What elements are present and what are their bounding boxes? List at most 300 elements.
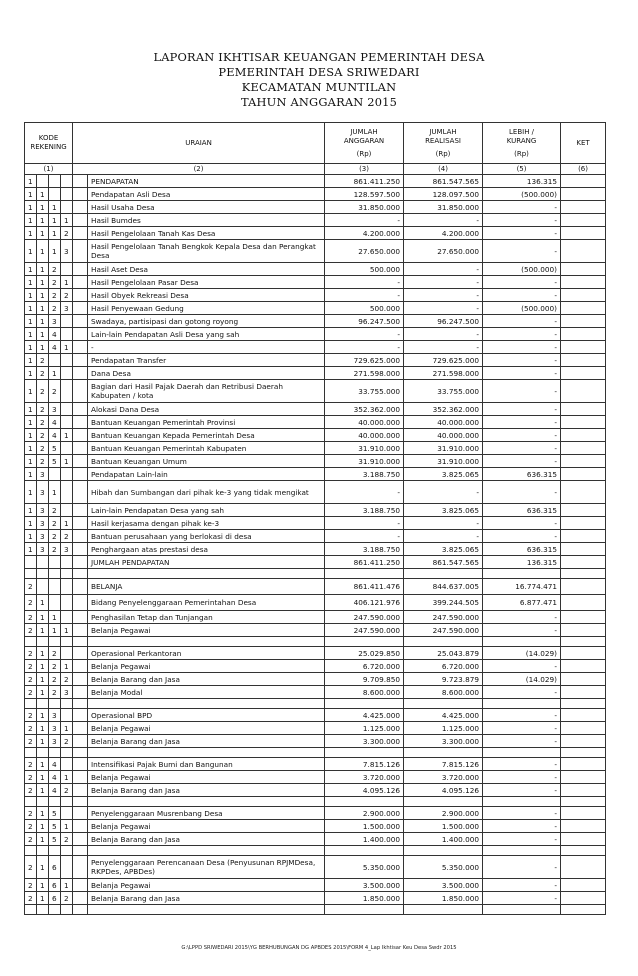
kode-cell: 1 [25, 530, 37, 543]
table-row [25, 735, 606, 748]
kode-cell [49, 468, 61, 481]
empty-cell [61, 748, 73, 758]
empty-cell [37, 569, 49, 579]
anggaran-cell: 3.300.000 [325, 735, 404, 748]
col-num-2: (2) [73, 164, 325, 175]
table-row [25, 660, 606, 673]
spacer-cell [73, 302, 88, 315]
empty-cell [404, 748, 483, 758]
kode-cell [61, 263, 73, 276]
empty-cell [49, 569, 61, 579]
uraian-cell: Bantuan Keuangan Kepada Pemerintah Desa [88, 429, 325, 442]
realisasi-cell: 128.097.500 [404, 188, 483, 201]
realisasi-cell: - [404, 530, 483, 543]
kode-cell [61, 416, 73, 429]
empty-cell [325, 637, 404, 647]
anggaran-cell: 31.850.000 [325, 201, 404, 214]
empty-cell [61, 797, 73, 807]
kode-cell: 2 [25, 784, 37, 797]
kode-cell: 1 [49, 367, 61, 380]
anggaran-cell: 1.500.000 [325, 820, 404, 833]
kode-cell: 1 [37, 276, 49, 289]
kode-cell: 2 [25, 771, 37, 784]
title-line-2: PEMERINTAH DESA SRIWEDARI [218, 65, 420, 79]
kode-cell: 1 [61, 455, 73, 468]
lebih-kurang-cell: (500.000) [483, 263, 561, 276]
kode-cell: 1 [37, 709, 49, 722]
empty-cell [404, 569, 483, 579]
empty-cell [49, 905, 61, 915]
ket-cell [561, 856, 606, 879]
spacer-cell [73, 481, 88, 504]
anggaran-cell: - [325, 517, 404, 530]
ket-cell [561, 543, 606, 556]
spacer-cell [73, 289, 88, 302]
spacer-row [25, 905, 606, 915]
realisasi-cell: 4.095.126 [404, 784, 483, 797]
uraian-cell: Operasional Perkantoran [88, 647, 325, 660]
realisasi-cell: 5.350.000 [404, 856, 483, 879]
uraian-cell: Hasil Pengelolaan Tanah Bengkok Kepala Desa dan Perangkat Desa [88, 240, 325, 263]
empty-cell [404, 699, 483, 709]
empty-cell [49, 637, 61, 647]
lebih-kurang-cell: 136.315 [483, 556, 561, 569]
anggaran-cell: 9.709.850 [325, 673, 404, 686]
kode-cell: 5 [49, 833, 61, 846]
kode-cell: 4 [49, 758, 61, 771]
kode-cell: 1 [61, 517, 73, 530]
file-path-footer: G:\LPPD SRIWEDARI 2015\YG BERHUBUNGAN DG APBDES 2015\FORM 4_Lap Ikhtisar Keu Desa Swdr 2015 [181, 945, 457, 951]
anggaran-cell: 247.590.000 [325, 611, 404, 624]
empty-cell [37, 797, 49, 807]
col-num-4: (4) [404, 164, 483, 175]
kode-cell: 3 [37, 530, 49, 543]
lebih-kurang-cell: 636.315 [483, 543, 561, 556]
spacer-row [25, 797, 606, 807]
anggaran-cell: 5.350.000 [325, 856, 404, 879]
kode-cell: 2 [49, 647, 61, 660]
ket-cell [561, 442, 606, 455]
anggaran-cell: - [325, 328, 404, 341]
spacer-cell [73, 442, 88, 455]
kode-cell: 4 [49, 341, 61, 354]
kode-cell [61, 367, 73, 380]
lebih-kurang-cell: (500.000) [483, 188, 561, 201]
kode-cell [61, 354, 73, 367]
table-row [25, 579, 606, 595]
kode-cell: 1 [37, 820, 49, 833]
kode-cell: 2 [49, 543, 61, 556]
kode-cell: 3 [61, 240, 73, 263]
ket-cell [561, 892, 606, 905]
realisasi-cell: 33.755.000 [404, 380, 483, 403]
lebih-kurang-cell: (14.029) [483, 673, 561, 686]
realisasi-cell: 7.815.126 [404, 758, 483, 771]
column-number-row [25, 164, 606, 175]
realisasi-cell: 25.043.879 [404, 647, 483, 660]
lebih-kurang-cell: - [483, 709, 561, 722]
table-row [25, 517, 606, 530]
empty-cell [49, 699, 61, 709]
table-row [25, 442, 606, 455]
realisasi-cell: - [404, 263, 483, 276]
empty-cell [61, 569, 73, 579]
realisasi-cell: 1.500.000 [404, 820, 483, 833]
kode-cell: 4 [49, 784, 61, 797]
lebih-kurang-cell: - [483, 227, 561, 240]
table-row [25, 188, 606, 201]
kode-cell: 1 [25, 328, 37, 341]
realisasi-cell: 27.650.000 [404, 240, 483, 263]
header-kode: KODE REKENING [25, 123, 73, 164]
kode-cell: 2 [25, 595, 37, 611]
realisasi-cell: 2.900.000 [404, 807, 483, 820]
ket-cell [561, 328, 606, 341]
kode-cell: 1 [37, 647, 49, 660]
spacer-cell [73, 380, 88, 403]
spacer-cell [73, 758, 88, 771]
anggaran-cell: - [325, 214, 404, 227]
kode-cell [61, 175, 73, 188]
kode-cell: 1 [49, 201, 61, 214]
kode-cell: 2 [49, 276, 61, 289]
empty-cell [25, 905, 37, 915]
table-row [25, 354, 606, 367]
spacer-cell [73, 611, 88, 624]
title-line-4: TAHUN ANGGARAN 2015 [240, 95, 398, 109]
kode-cell: 2 [49, 673, 61, 686]
realisasi-cell: 861.547.565 [404, 556, 483, 569]
anggaran-cell: 40.000.000 [325, 416, 404, 429]
anggaran-cell: 247.590.000 [325, 624, 404, 637]
ket-cell [561, 468, 606, 481]
lebih-kurang-cell: - [483, 341, 561, 354]
uraian-cell: Bidang Penyelenggaraan Pemerintahan Desa [88, 595, 325, 611]
lebih-kurang-cell: - [483, 481, 561, 504]
uraian-cell: Hasil Aset Desa [88, 263, 325, 276]
kode-cell: 2 [25, 807, 37, 820]
kode-cell: 2 [61, 784, 73, 797]
empty-cell [483, 637, 561, 647]
ket-cell [561, 722, 606, 735]
realisasi-cell: - [404, 517, 483, 530]
kode-cell: 2 [37, 380, 49, 403]
ket-cell [561, 354, 606, 367]
kode-cell: 1 [37, 289, 49, 302]
realisasi-cell: 1.400.000 [404, 833, 483, 846]
empty-cell [73, 846, 88, 856]
kode-cell: 1 [37, 660, 49, 673]
anggaran-cell: 27.650.000 [325, 240, 404, 263]
kode-cell: 1 [25, 227, 37, 240]
title-line-3: KECAMATAN MUNTILAN [241, 80, 397, 94]
spacer-cell [73, 429, 88, 442]
spacer-cell [73, 595, 88, 611]
kode-cell [61, 647, 73, 660]
lebih-kurang-cell: - [483, 856, 561, 879]
kode-cell: 3 [49, 709, 61, 722]
empty-cell [325, 905, 404, 915]
table-row [25, 556, 606, 569]
kode-cell: 2 [61, 227, 73, 240]
spacer-cell [73, 315, 88, 328]
kode-cell [49, 556, 61, 569]
spacer-cell [73, 879, 88, 892]
ket-cell [561, 686, 606, 699]
anggaran-cell: 4.200.000 [325, 227, 404, 240]
table-row [25, 455, 606, 468]
kode-cell: 1 [37, 315, 49, 328]
kode-cell [61, 481, 73, 504]
ket-cell [561, 735, 606, 748]
kode-cell: 2 [61, 530, 73, 543]
kode-cell: 2 [49, 530, 61, 543]
kode-cell: 1 [61, 214, 73, 227]
uraian-cell: Belanja Modal [88, 686, 325, 699]
kode-cell: 2 [25, 647, 37, 660]
kode-cell [25, 556, 37, 569]
lebih-kurang-cell: - [483, 517, 561, 530]
kode-cell: 1 [37, 771, 49, 784]
kode-cell: 1 [37, 784, 49, 797]
ket-cell [561, 758, 606, 771]
col-num-1: (1) [25, 164, 73, 175]
anggaran-cell: 729.625.000 [325, 354, 404, 367]
ket-cell [561, 302, 606, 315]
ket-cell [561, 341, 606, 354]
kode-cell [61, 201, 73, 214]
kode-cell: 1 [49, 624, 61, 637]
kode-cell: 1 [37, 201, 49, 214]
kode-cell: 1 [61, 771, 73, 784]
spacer-cell [73, 820, 88, 833]
table-row [25, 611, 606, 624]
table-row [25, 673, 606, 686]
lebih-kurang-cell: - [483, 429, 561, 442]
kode-cell: 1 [25, 289, 37, 302]
uraian-cell: - [88, 341, 325, 354]
table-row [25, 367, 606, 380]
lebih-kurang-cell: - [483, 833, 561, 846]
realisasi-cell: 861.547.565 [404, 175, 483, 188]
lebih-kurang-cell: - [483, 722, 561, 735]
kode-cell: 1 [25, 302, 37, 315]
spacer-row [25, 699, 606, 709]
kode-cell: 3 [49, 722, 61, 735]
kode-cell: 2 [25, 856, 37, 879]
kode-cell: 1 [61, 722, 73, 735]
anggaran-cell: - [325, 530, 404, 543]
anggaran-cell: 31.910.000 [325, 442, 404, 455]
anggaran-cell: 1.850.000 [325, 892, 404, 905]
kode-cell: 1 [49, 481, 61, 504]
ket-cell [561, 879, 606, 892]
lebih-kurang-cell: (500.000) [483, 302, 561, 315]
kode-cell: 3 [61, 686, 73, 699]
kode-cell: 2 [25, 833, 37, 846]
table-row [25, 227, 606, 240]
kode-cell: 4 [49, 328, 61, 341]
table-row [25, 341, 606, 354]
kode-cell: 1 [37, 214, 49, 227]
uraian-cell: Dana Desa [88, 367, 325, 380]
kode-cell: 2 [37, 429, 49, 442]
table-row [25, 481, 606, 504]
empty-cell [404, 846, 483, 856]
spacer-cell [73, 276, 88, 289]
kode-cell: 2 [49, 686, 61, 699]
kode-cell [61, 807, 73, 820]
anggaran-cell: 128.597.500 [325, 188, 404, 201]
uraian-cell: PENDAPATAN [88, 175, 325, 188]
col-num-6: (6) [561, 164, 606, 175]
table-row [25, 879, 606, 892]
ket-cell [561, 175, 606, 188]
ket-cell [561, 429, 606, 442]
realisasi-cell: 3.300.000 [404, 735, 483, 748]
ket-cell [561, 481, 606, 504]
kode-cell: 2 [25, 709, 37, 722]
kode-cell: 1 [49, 227, 61, 240]
lebih-kurang-cell: - [483, 455, 561, 468]
lebih-kurang-cell: - [483, 380, 561, 403]
kode-cell: 1 [37, 611, 49, 624]
spacer-cell [73, 673, 88, 686]
anggaran-cell: 33.755.000 [325, 380, 404, 403]
spacer-cell [73, 771, 88, 784]
empty-cell [404, 905, 483, 915]
realisasi-cell: 4.425.000 [404, 709, 483, 722]
spacer-cell [73, 735, 88, 748]
kode-cell: 1 [49, 611, 61, 624]
realisasi-cell: 729.625.000 [404, 354, 483, 367]
col-num-5: (5) [483, 164, 561, 175]
lebih-kurang-cell: - [483, 315, 561, 328]
kode-cell: 2 [61, 289, 73, 302]
realisasi-cell: 399.244.505 [404, 595, 483, 611]
anggaran-cell: 3.720.000 [325, 771, 404, 784]
uraian-cell: Belanja Barang dan Jasa [88, 892, 325, 905]
anggaran-cell: - [325, 481, 404, 504]
kode-cell: 1 [37, 892, 49, 905]
lebih-kurang-cell: - [483, 201, 561, 214]
kode-cell: 3 [49, 315, 61, 328]
table-row [25, 429, 606, 442]
empty-cell [88, 699, 325, 709]
uraian-cell: Pendapatan Lain-lain [88, 468, 325, 481]
kode-cell: 1 [25, 517, 37, 530]
kode-cell: 2 [25, 611, 37, 624]
empty-cell [25, 699, 37, 709]
empty-cell [483, 569, 561, 579]
header-lebih-label: LEBIH / KURANG [506, 127, 537, 145]
realisasi-cell: 6.720.000 [404, 660, 483, 673]
empty-cell [88, 748, 325, 758]
anggaran-cell: 861.411.476 [325, 579, 404, 595]
empty-cell [73, 699, 88, 709]
kode-cell [61, 611, 73, 624]
report-title [0, 50, 638, 110]
kode-cell: 1 [25, 315, 37, 328]
uraian-cell: Penyelenggaraan Musrenbang Desa [88, 807, 325, 820]
header-realisasi-label: JUMLAH REALISASI [425, 127, 461, 145]
spacer-cell [73, 328, 88, 341]
kode-cell [61, 595, 73, 611]
kode-cell: 6 [49, 892, 61, 905]
realisasi-cell: 3.720.000 [404, 771, 483, 784]
lebih-kurang-cell: - [483, 784, 561, 797]
lebih-kurang-cell: - [483, 354, 561, 367]
ket-cell [561, 188, 606, 201]
empty-cell [561, 846, 606, 856]
kode-cell: 1 [37, 673, 49, 686]
kode-cell: 1 [61, 879, 73, 892]
kode-cell: 1 [61, 276, 73, 289]
realisasi-cell: 31.910.000 [404, 455, 483, 468]
lebih-kurang-cell: - [483, 758, 561, 771]
spacer-cell [73, 660, 88, 673]
ket-cell [561, 380, 606, 403]
ket-cell [561, 709, 606, 722]
kode-cell: 1 [25, 442, 37, 455]
kode-cell: 1 [61, 429, 73, 442]
empty-cell [37, 637, 49, 647]
uraian-cell: Belanja Pegawai [88, 722, 325, 735]
realisasi-cell: 844.637.005 [404, 579, 483, 595]
empty-cell [73, 748, 88, 758]
ket-cell [561, 263, 606, 276]
kode-cell: 1 [25, 175, 37, 188]
empty-cell [88, 846, 325, 856]
kode-cell: 2 [37, 442, 49, 455]
financial-table [24, 122, 606, 915]
ket-cell [561, 673, 606, 686]
spacer-cell [73, 686, 88, 699]
lebih-kurang-cell: - [483, 807, 561, 820]
kode-cell: 1 [37, 227, 49, 240]
kode-cell: 2 [25, 892, 37, 905]
uraian-cell: Hasil Obyek Rekreasi Desa [88, 289, 325, 302]
empty-cell [61, 905, 73, 915]
uraian-cell: Pendapatan Transfer [88, 354, 325, 367]
uraian-cell: Belanja Pegawai [88, 771, 325, 784]
kode-cell: 1 [37, 722, 49, 735]
kode-cell [49, 188, 61, 201]
lebih-kurang-cell: 136.315 [483, 175, 561, 188]
realisasi-cell: 247.590.000 [404, 624, 483, 637]
table-row [25, 807, 606, 820]
ket-cell [561, 227, 606, 240]
empty-cell [73, 637, 88, 647]
empty-cell [561, 905, 606, 915]
spacer-cell [73, 468, 88, 481]
kode-cell: 1 [37, 686, 49, 699]
kode-cell: 1 [25, 481, 37, 504]
kode-cell: 1 [25, 263, 37, 276]
kode-cell: 2 [49, 660, 61, 673]
empty-cell [561, 797, 606, 807]
table-row [25, 833, 606, 846]
spacer-cell [73, 201, 88, 214]
spacer-row [25, 569, 606, 579]
kode-cell: 1 [61, 660, 73, 673]
empty-cell [325, 846, 404, 856]
kode-cell [49, 579, 61, 595]
empty-cell [483, 748, 561, 758]
ket-cell [561, 367, 606, 380]
table-row [25, 686, 606, 699]
lebih-kurang-cell: - [483, 879, 561, 892]
